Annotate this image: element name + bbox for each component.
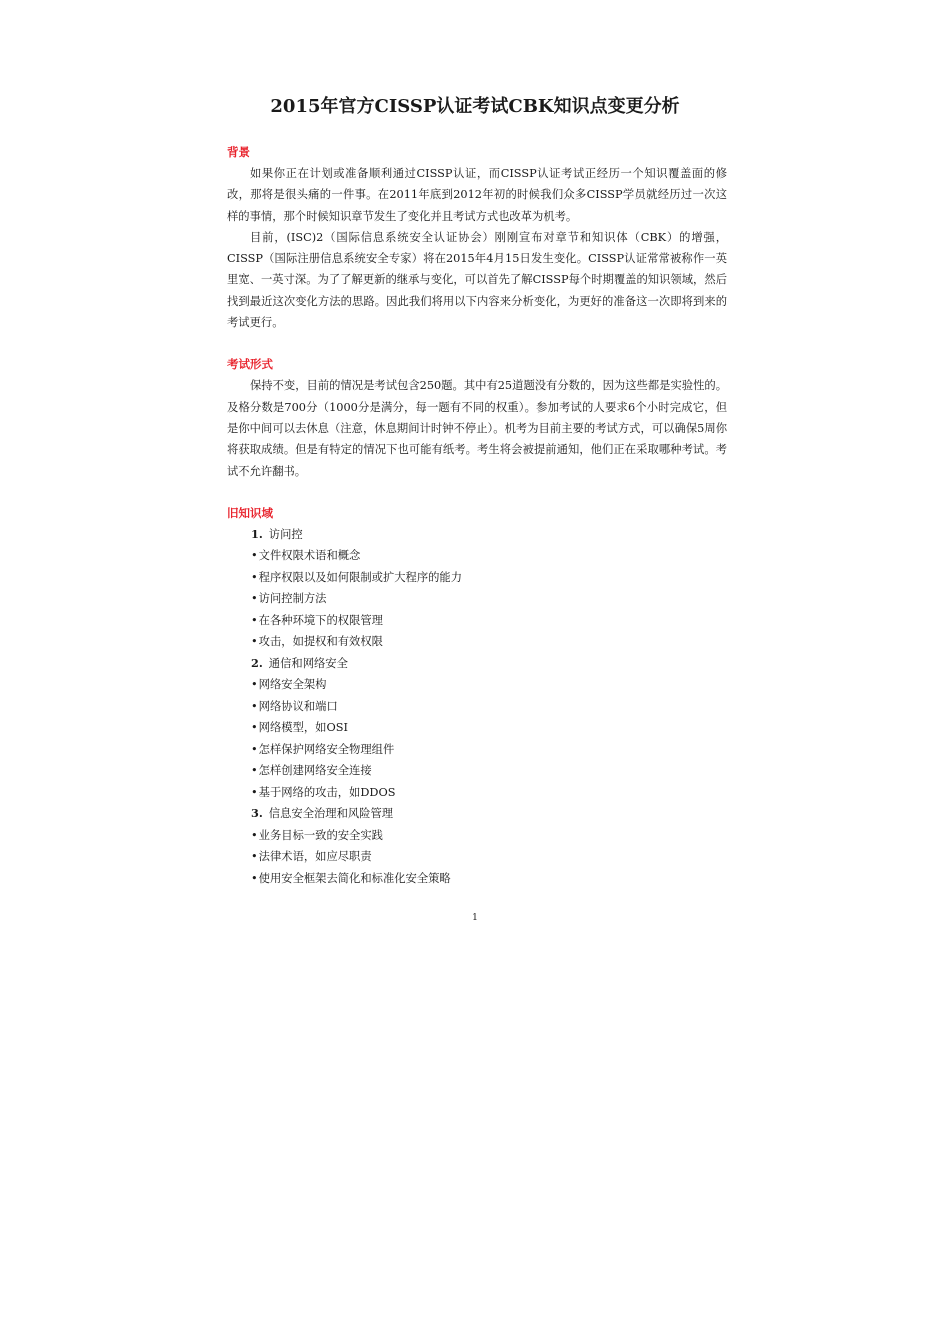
bullet-icon: • <box>251 635 258 649</box>
domain-list <box>227 524 727 890</box>
list-item-text: 文件权限术语和概念 <box>258 549 361 563</box>
bullet-icon: • <box>251 699 258 713</box>
list-item-text: 程序权限以及如何限制或扩大程序的能力 <box>258 570 463 584</box>
bullet-icon: • <box>251 828 258 842</box>
list-item-text: 怎样保护网络安全物理组件 <box>258 742 395 756</box>
list-item <box>227 782 727 804</box>
list-item-text: 在各种环境下的权限管理 <box>258 613 383 627</box>
list-number: 3. <box>251 806 263 821</box>
list-item <box>227 739 727 761</box>
bullet-icon: • <box>251 742 258 756</box>
list-item-text: 怎样创建网络安全连接 <box>258 764 372 778</box>
domain-title: 访问控 <box>268 527 303 541</box>
list-item <box>227 567 727 589</box>
section-heading-old-domains: 旧知识域 <box>227 505 273 520</box>
domain-title: 信息安全治理和风险管理 <box>268 807 394 821</box>
bullet-icon: • <box>251 549 258 563</box>
bullet-icon: • <box>251 613 258 627</box>
list-item <box>227 610 727 632</box>
document-title: 2015年官方CISSP认证考试CBK知识点变更分析 <box>270 96 680 117</box>
list-number: 1. <box>251 526 263 541</box>
list-item-text: 法律术语，如应尽职责 <box>258 850 372 864</box>
list-item <box>227 588 727 610</box>
document-body <box>227 143 727 889</box>
list-item <box>227 545 727 567</box>
domain-heading-item <box>227 653 727 675</box>
list-item <box>227 674 727 696</box>
list-item-text: 基于网络的攻击，如DDOS <box>258 785 396 799</box>
section-spacer <box>227 482 727 504</box>
list-item <box>227 631 727 653</box>
bullet-icon: • <box>251 678 258 692</box>
bullet-icon: • <box>251 871 258 885</box>
list-number: 2. <box>251 655 263 670</box>
section-spacer <box>227 333 727 355</box>
list-item-text: 网络安全架构 <box>258 678 327 692</box>
section-heading-exam-format: 考试形式 <box>227 357 273 372</box>
paragraph: 如果你正在计划或准备顺利通过CISSP认证，而CISSP认证考试正经历一个知识覆盖面的修改，那将是很头痛的一件事。在2011年底到2012年初的时候我们众多CISSP学员就经历过一次这样的事情，那个时候知识章节发生了变化并且考试方式也改革为机考。 <box>227 167 727 223</box>
bullet-icon: • <box>251 570 258 584</box>
list-item <box>227 760 727 782</box>
list-item <box>227 846 727 868</box>
list-item-text: 网络模型，如OSI <box>258 721 348 735</box>
bullet-icon: • <box>251 850 258 864</box>
paragraph: 目前，(ISC)2（国际信息系统安全认证协会）刚刚宣布对章节和知识体（CBK）的增强，CISSP（国际注册信息系统安全专家）将在2015年4月15日发生变化。CISSP认证常常被称作一英里宽、一英寸深。为了了解更新的继承与变化，可以首先了解CISSP每个时期覆盖的知识领域，然后找到最近这次变化方法的思路。因此我们将用以下内容来分析变化，为更好的准备这一次即将到来的考试更行。 <box>227 230 727 330</box>
list-item-text: 网络协议和端口 <box>258 699 338 713</box>
list-item <box>227 696 727 718</box>
list-item <box>227 825 727 847</box>
list-item-text: 访问控制方法 <box>258 592 327 606</box>
bullet-icon: • <box>251 785 258 799</box>
list-item-text: 攻击，如提权和有效权限 <box>258 635 383 649</box>
bullet-icon: • <box>251 721 258 735</box>
domain-heading-item <box>227 524 727 546</box>
paragraph: 保持不变，目前的情况是考试包含250题。其中有25道题没有分数的，因为这些都是实验性的。及格分数是700分（1000分是满分，每一题有不同的权重）。参加考试的人要求6个小时完成它，但是你中间可以去休息（注意，休息期间计时钟不停止）。机考为目前主要的考试方式，可以确保5周你将获取成绩。但是有特定的情况下也可能有纸考。考生将会被提前通知，他们正在采取哪种考试。考试不允许翻书。 <box>227 379 727 478</box>
page-number: 1 <box>472 913 478 923</box>
list-item <box>227 717 727 739</box>
bullet-icon: • <box>251 592 258 606</box>
bullet-icon: • <box>251 764 258 778</box>
list-item <box>227 868 727 890</box>
list-item-text: 业务目标一致的安全实践 <box>258 828 383 842</box>
list-item-text: 使用安全框架去简化和标准化安全策略 <box>258 871 451 885</box>
section-heading-background: 背景 <box>227 145 250 159</box>
domain-heading-item <box>227 803 727 825</box>
domain-title: 通信和网络安全 <box>268 656 348 670</box>
